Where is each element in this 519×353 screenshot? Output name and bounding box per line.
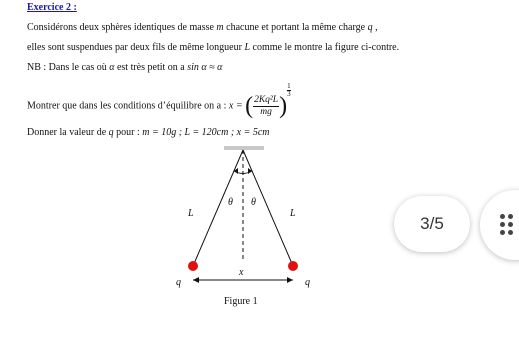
x-equals: x =	[228, 100, 243, 112]
right-thread	[243, 150, 293, 266]
text: NB : Dans le cas où	[27, 62, 107, 73]
mass-symbol: m	[216, 22, 224, 33]
right-sphere	[288, 261, 298, 271]
text: elles sont suspendues par deux fils de même longueur	[27, 42, 242, 53]
text: comme le montre la figure ci-contre.	[252, 42, 400, 53]
exponent-denominator: 3	[287, 90, 291, 99]
fraction-denominator: mg	[260, 106, 272, 117]
left-thread	[193, 150, 243, 266]
distance-arrow-left	[193, 277, 199, 283]
left-paren: (	[245, 93, 254, 119]
q-right-label: q	[305, 277, 310, 288]
exercise-title: Exercice 2 :	[27, 2, 77, 13]
text: Considérons deux sphères identiques de masse	[27, 22, 214, 33]
text: chacune et portant la même charge	[226, 22, 366, 33]
q-left-label: q	[176, 277, 181, 288]
theta-right-label: θ	[251, 197, 256, 208]
distance-arrow-right	[287, 277, 293, 283]
page-indicator-label: 3/5	[420, 214, 444, 233]
exponent-numerator: 1	[287, 82, 291, 91]
text: Montrer que dans les conditions d’équilibre on a :	[27, 100, 227, 112]
theta-left-label: θ	[228, 197, 233, 208]
text: est très petit on a	[116, 62, 185, 73]
length-symbol: L	[244, 42, 251, 53]
right-paren: )	[279, 93, 288, 119]
text: ,	[375, 22, 378, 33]
text: pour :	[116, 127, 140, 138]
alpha-symbol: α	[109, 62, 115, 73]
x-label: x	[239, 267, 244, 278]
figure-caption: Figure 1	[224, 296, 258, 307]
L-right-label: L	[290, 208, 296, 219]
text: Donner la valeur de	[27, 127, 107, 138]
fraction-numerator: 2Kq²L	[254, 94, 279, 105]
small-angle-formula: sin α ≈ α	[187, 62, 223, 73]
page-indicator-button[interactable]	[394, 196, 470, 252]
charge-symbol: q	[367, 22, 373, 33]
charge-symbol: q	[108, 127, 114, 138]
support-bar	[224, 146, 264, 150]
left-sphere	[188, 261, 198, 271]
given-values: m = 10g ; L = 120cm ; x = 5cm	[142, 127, 270, 138]
L-left-label: L	[188, 208, 194, 219]
